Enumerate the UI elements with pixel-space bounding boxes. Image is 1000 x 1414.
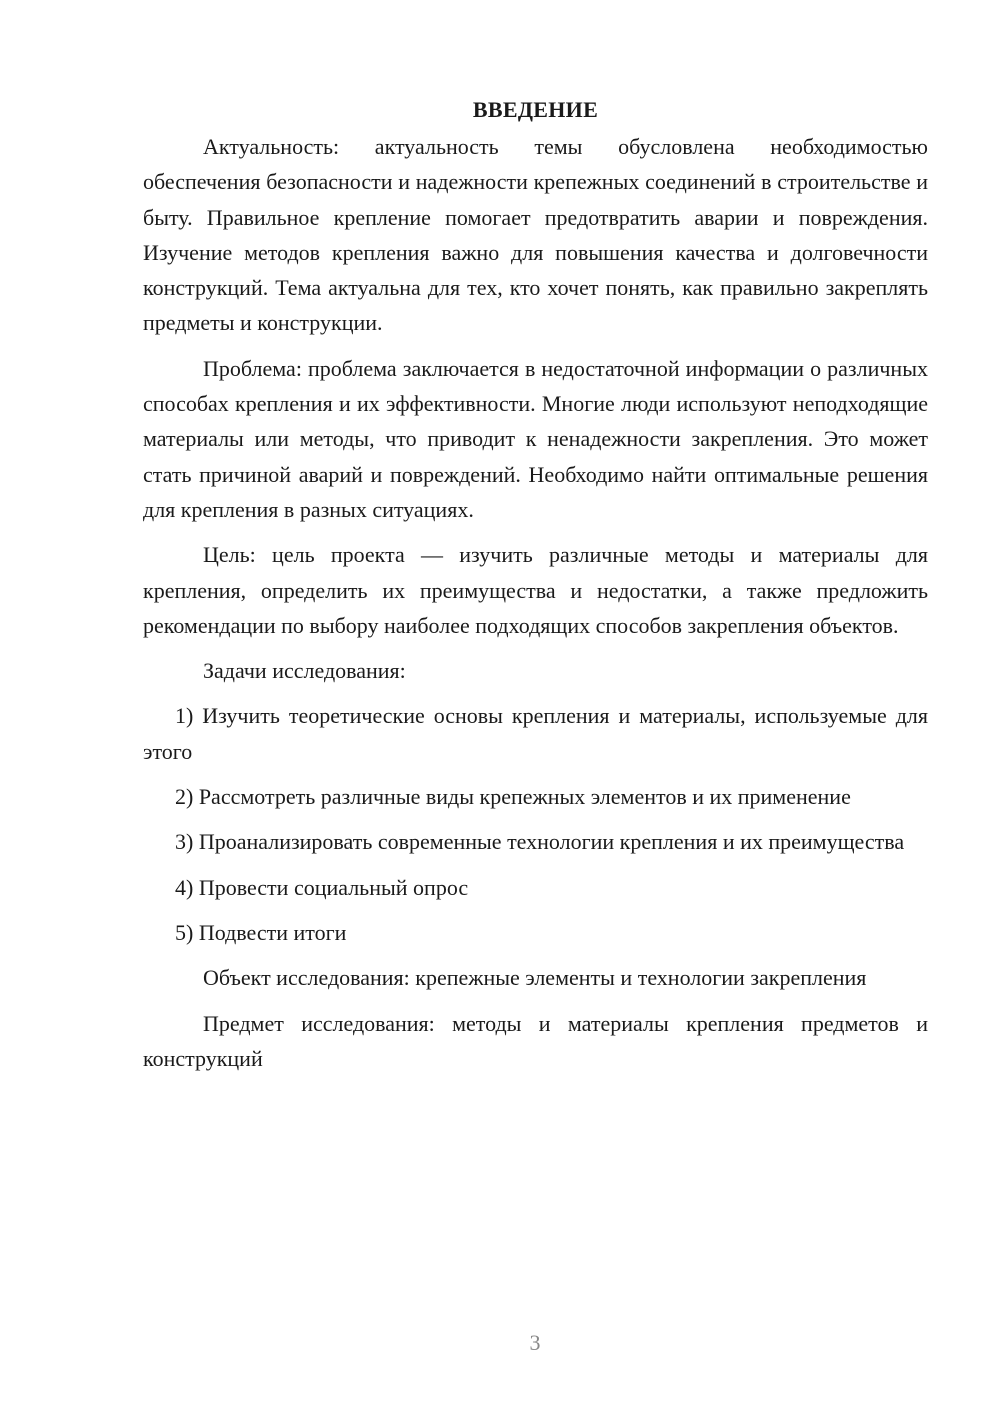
document-page bbox=[143, 92, 928, 1076]
section-heading: ВВЕДЕНИЕ bbox=[472, 97, 599, 122]
task-item-4: 4) Провести социальный опрос bbox=[175, 874, 469, 900]
task-item-3: 3) Проанализировать современные технологии крепления и их преимущества bbox=[175, 829, 905, 855]
relevance-paragraph: Актуальность: актуальность темы обусловлена необходимостью обеспечения безопасности и надежности крепежных соединений в строительстве и быту. Правильное крепление помогает предотвратить аварии и повреждения. Изучение методов крепления важно для повышения качества и долговечности конструкций. Тема актуальна для тех, кто хочет понять, как правильно закреплять предметы и конструкции. bbox=[143, 134, 928, 336]
goal-paragraph: Цель: цель проекта — изучить различные методы и материалы для крепления, определить их преимущества и недостатки, а также предложить рекомендации по выбору наиболее подходящих способов закрепления объектов. bbox=[143, 542, 928, 638]
task-item-1: 1) Изучить теоретические основы крепления и материалы, используемые для этого bbox=[143, 703, 928, 764]
object-paragraph: Объект исследования: крепежные элементы и технологии закрепления bbox=[203, 965, 867, 991]
task-item-2: 2) Рассмотреть различные виды крепежных элементов и их применение bbox=[175, 784, 851, 810]
page-number: 3 bbox=[529, 1330, 541, 1355]
subject-paragraph: Предмет исследования: методы и материалы крепления предметов и конструкций bbox=[143, 1010, 928, 1071]
tasks-title: Задачи исследования: bbox=[203, 658, 406, 684]
task-item-5: 5) Подвести итоги bbox=[175, 919, 347, 945]
problem-paragraph: Проблема: проблема заключается в недостаточной информации о различных способах крепления и их эффективности. Многие люди используют неподходящие материалы или методы, что приводит к ненадежности закрепления. Это может стать причиной аварий и повреждений. Необходимо найти оптимальные решения для крепления в разных ситуациях. bbox=[143, 355, 928, 522]
